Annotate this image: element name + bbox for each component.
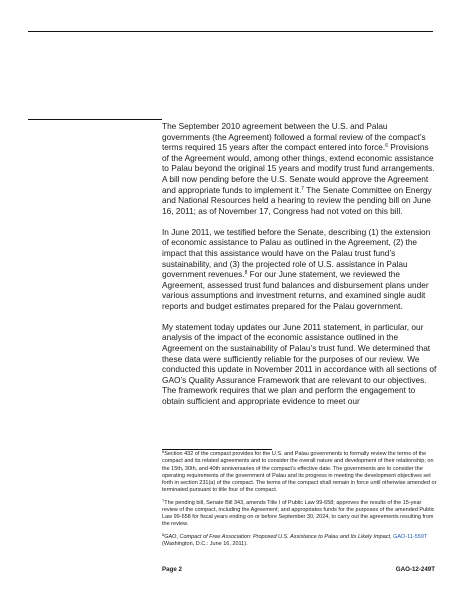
footnote [162,531,437,549]
body-paragraph [162,227,437,312]
left-margin-rule [28,119,162,120]
footnote-marker: 8 [244,270,248,277]
text-run: Provisions of the Agreement would, among other things, extend economic assistance to Palau beyond the original 15 years and modify trust fund arrangements. A bill now pending before the U.S. Senate would approve the Agreement and appropriate funds to implement it. [162,142,435,195]
footnote [162,451,437,495]
text-run: The September 2010 agreement between the U.S. and Palau governments (the Agreement) followed a formal review of the compact’s terms required 15 years after the compact entered into force. [162,121,426,153]
text-run: My statement today updates our June 2011 statement, in particular, our analysis of the impact of the economic assistance outlined in the Agreement on the sustainability of Palau’s trust fund. We determined that these data were sufficiently reliable for the purposes of our review. We conducted this update in November 2011 in accordance with all sections of GAO’s Quality Assurance Framework that are relevant to our objectives. The framework requires that we plan and perform the engagement to obtain sufficient and appropriate evidence to meet our [162,321,437,407]
footnote-marker: 8 [162,531,165,537]
text-run: The Senate Committee on Energy and National Resources held a hearing to review the pending bill on June 16, 2011; as of November 17, Congress had not voted on this bill. [162,184,432,216]
footnote-marker: 7 [301,185,305,192]
text-run: (Washington, D.C.: June 16, 2011). [162,540,248,547]
body-paragraph [162,121,437,216]
text-run: The pending bill, Senate Bill 343, amends Title I of Public Law 99-658; approves the results of the 15-year review of the compact, including the Agreement; and appropriates funds for the purposes of the amended Public Law 99-658 for fiscal years ending on or before September 30, 2024, to carry out the agreements resulting from the review. [162,499,435,528]
footnote-marker: 6 [162,449,165,454]
footnotes [162,451,437,553]
footnote [162,497,437,529]
italic-title: Compact of Free Association: Proposed U.S. Assistance to Palau and Its Likely Impact [179,533,391,540]
text-run: For our June statement, we reviewed the Agreement, assessed trust fund balances and disbursement plans under various assumptions and investment returns, and examined single audit reports and budget estimates prepared for the Palau government. [162,269,429,311]
page-number: Page 2 [162,566,182,573]
text-run: Section 432 of the compact provides for the U.S. and Palau governments to formally review the terms of the compact and its related agreements and to consider the overall nature and development of their relationship, on the 15th, 30th, and 40th anniversaries of the compact’s effective date. The governments are to consider the operating requirements of the government of Palau and its progress in meeting the development objectives set forth in section 231(a) of the compact. The terms of the compact shall remain in force until otherwise amended or terminated pursuant to title four of the compact. [162,451,437,494]
text-run: GAO, [164,533,180,540]
body-paragraph [162,322,437,407]
body-text [162,121,437,417]
text-run: In June 2011, we testified before the Senate, describing (1) the extension of economic assistance to Palau as outlined in the Agreement, (2) the impact that this assistance would have on the Palau trust fund’s sustainability, and (3) the projected role of U.S. assistance in Palau government revenues. [162,226,431,280]
report-link[interactable]: GAO-11-559T [393,533,428,540]
footnote-marker: 7 [162,497,165,503]
report-number: GAO-12-249T [395,566,435,573]
text-run: , [390,533,394,540]
top-rule [28,31,433,32]
footnote-separator [162,449,272,450]
footnote-marker: 6 [385,143,388,150]
